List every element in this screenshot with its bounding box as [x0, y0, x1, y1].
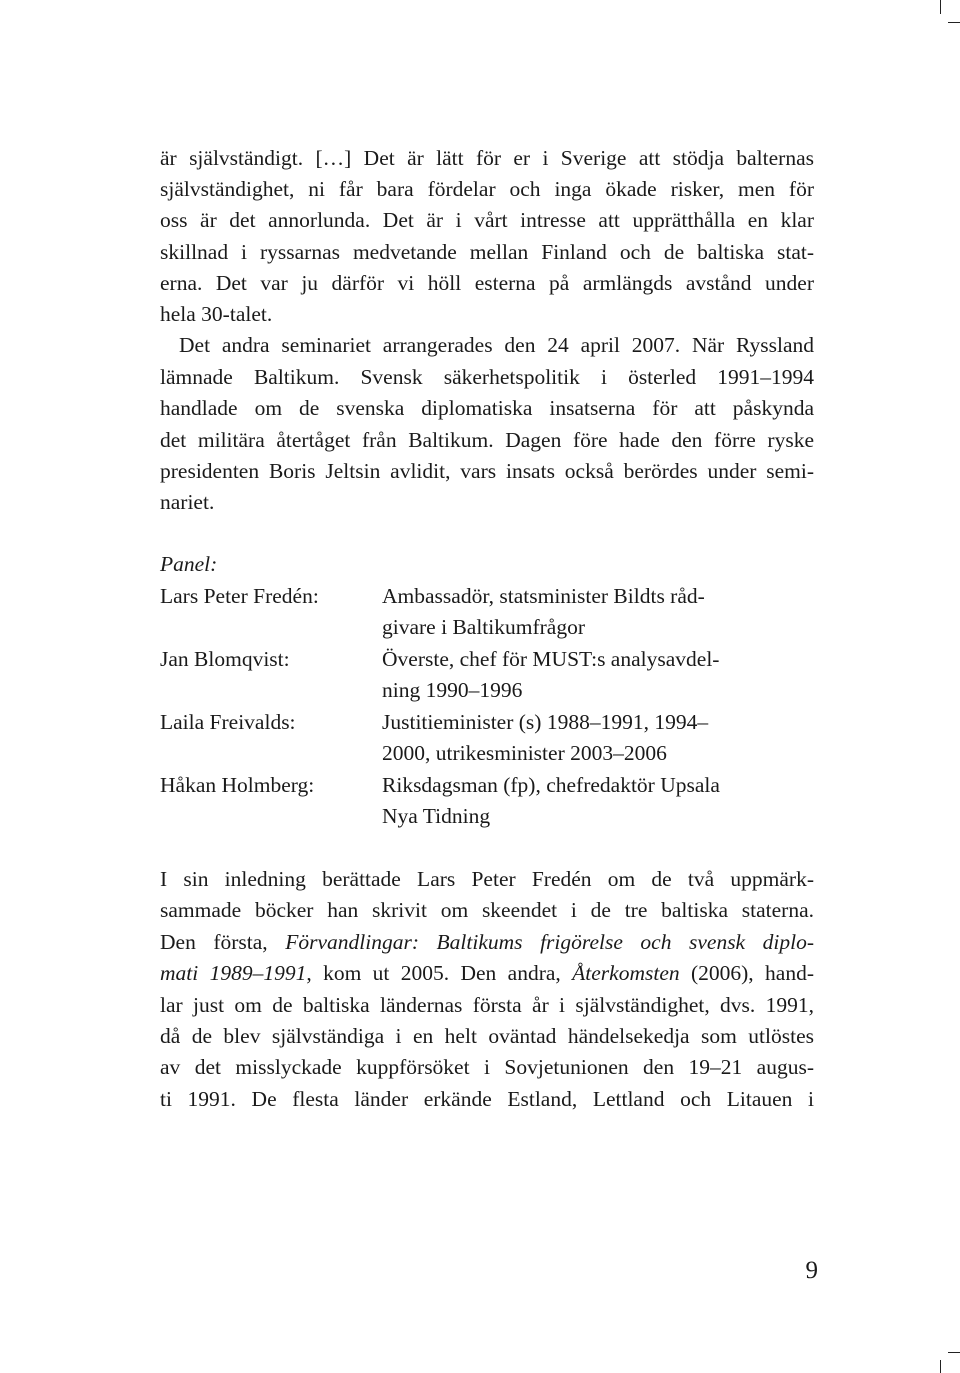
crop-mark-bottom-right-horizontal — [948, 1352, 960, 1353]
crop-mark-top-right-vertical — [940, 0, 941, 14]
text-line: erna. Det var ju därför vi höll esterna på armlängds avstånd under — [160, 271, 814, 295]
text-line: skillnad i ryssarnas medvetande mellan Finland och de baltiska stat- — [160, 240, 814, 264]
page-number: 9 — [805, 1257, 818, 1284]
panel-member-name: Håkan Holmberg: — [160, 773, 315, 797]
text-line: handlade om de svenska diplomatiska insatserna för att påskynda — [160, 396, 814, 420]
panel-member-role: 2000, utrikesminister 2003–2006 — [382, 741, 667, 765]
book-title-italic: Återkomsten — [572, 961, 680, 985]
text-line: av det misslyckade kuppförsöket i Sovjetunionen den 19–21 augus- — [160, 1055, 814, 1079]
panel-member-role: Nya Tidning — [382, 804, 491, 828]
text-line: presidenten Boris Jeltsin avlidit, vars insats också berördes under semi- — [160, 459, 814, 483]
text-line: självständighet, ni får bara fördelar och inga ökade risker, men för — [160, 177, 814, 201]
panel-member-role: givare i Baltikumfrågor — [382, 615, 585, 639]
text-line: är självständigt. […] Det är lätt för er i Sverige att stödja balternas — [160, 146, 814, 170]
panel-heading: Panel: — [160, 552, 218, 576]
text-line — [160, 957, 814, 989]
text-run: , kom ut 2005. Den andra, — [306, 961, 573, 985]
text-line: hela 30-talet. — [160, 302, 273, 326]
text-run: (2006), hand- — [679, 961, 814, 985]
book-title-italic: mati 1989–1991 — [160, 961, 307, 985]
text-line: ti 1991. De flesta länder erkände Estland, Lettland och Litauen i — [160, 1087, 814, 1111]
crop-mark-bottom-right-vertical — [940, 1360, 941, 1373]
panel-member-role: Riksdagsman (fp), chefredaktör Upsala — [382, 773, 720, 797]
text-line: lar just om de baltiska ländernas första år i självständighet, dvs. 1991, — [160, 993, 814, 1017]
panel-member-role: Ambassadör, statsminister Bildts råd- — [382, 584, 705, 608]
text-line: Det andra seminariet arrangerades den 24 april 2007. När Ryssland — [179, 333, 814, 357]
panel-member-role: ning 1990–1996 — [382, 678, 523, 702]
panel-member-name: Jan Blomqvist: — [160, 647, 290, 671]
panel-member-name: Laila Freivalds: — [160, 710, 296, 734]
text-line — [160, 926, 814, 958]
panel-member-role: Justitieminister (s) 1988–1991, 1994– — [382, 710, 709, 734]
crop-mark-top-right-horizontal — [948, 22, 960, 23]
text-line: oss är det annorlunda. Det är i vårt intresse att upprätthålla en klar — [160, 208, 814, 232]
text-line: I sin inledning berättade Lars Peter Fredén om de två uppmärk- — [160, 867, 814, 891]
text-line: då de blev självständiga i en helt oväntad händelsekedja som utlöstes — [160, 1024, 814, 1048]
book-title-italic: Förvandlingar: Baltikums frigörelse och svensk diplo- — [285, 930, 814, 954]
text-run: Den första, — [160, 930, 286, 954]
text-line: nariet. — [160, 490, 215, 514]
panel-member-role: Överste, chef för MUST:s analysavdel- — [382, 647, 720, 671]
text-line: det militära återtåget från Baltikum. Dagen före hade den förre ryske — [160, 428, 814, 452]
text-line: lämnade Baltikum. Svensk säkerhetspolitik i österled 1991–1994 — [160, 365, 814, 389]
panel-member-name: Lars Peter Fredén: — [160, 584, 319, 608]
text-line: sammade böcker han skrivit om skeendet i de tre baltiska staterna. — [160, 898, 814, 922]
